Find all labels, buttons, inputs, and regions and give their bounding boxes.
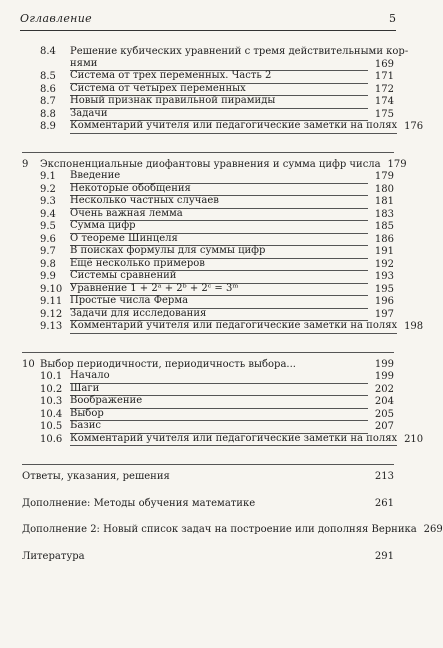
toc-page: 186 [374,233,394,245]
toc-title: Выбор [70,408,368,422]
toc-number: 9.12 [40,308,63,320]
toc-title: Базис [70,420,368,434]
toc-title: Воображение [70,395,368,409]
toc-title: Ответы, указания, решения [22,471,170,482]
toc-title: Шаги [70,383,368,397]
toc-title: Сумма цифр [70,220,368,234]
toc-page: 210 [404,433,424,445]
toc-number: 9.13 [40,321,63,332]
toc-page: 185 [374,221,394,232]
toc-title: Комментарий учителя или педагогические заметки на полях [70,320,397,334]
toc-number: 9.3 [40,196,56,207]
toc-title: Задачи для исследования [70,308,368,322]
toc-title: Введение [70,170,368,184]
toc-page: 196 [374,296,394,307]
toc-backmatter-entry [22,551,394,564]
toc-page: 207 [374,421,394,432]
toc-number: 9.6 [40,233,56,245]
toc-title: Некоторые обобщения [70,183,368,197]
toc-title: Решение кубических уравнений с тремя действительными кор- [70,46,409,57]
toc-number: 9.2 [40,183,56,195]
toc-page: 199 [374,358,394,370]
toc-number: 9 [22,158,29,170]
toc-title: нями [70,58,368,72]
toc-number: 9.10 [40,283,63,295]
toc-title: В поисках формулы для суммы цифр [70,245,368,259]
toc-number: 9.1 [40,171,56,182]
toc-page: 179 [387,158,407,170]
toc-page: 174 [374,96,394,107]
toc-page: 205 [374,408,394,420]
page-header [20,12,396,31]
toc-number: 8.4 [40,46,56,57]
toc-page: 191 [374,246,394,257]
toc-page: 204 [374,396,394,407]
toc-title: Система от трех переменных. Часть 2 [70,70,368,84]
chapter-10-items [22,370,424,446]
toc-title: Новый признак правильной пирамиды [70,95,368,109]
toc-number: 9.9 [40,271,56,282]
toc-backmatter-entry [22,524,443,537]
toc-page: 175 [374,108,394,120]
toc-title: Комментарий учителя или педагогические заметки на полях [70,433,397,447]
toc-page: 261 [374,497,394,509]
divider [22,464,394,465]
toc-entry-8-9 [22,120,424,134]
toc-title: Несколько частных случаев [70,195,368,209]
toc-title: Системы сравнений [70,270,368,284]
toc-number: 10.1 [40,371,63,382]
toc-page: 291 [374,550,394,562]
toc-title: Система от четырех переменных [70,83,368,97]
toc-number: 10.3 [40,396,63,407]
chapter-9-items [22,170,424,334]
toc-title: Очень важная лемма [70,208,368,222]
toc-page: 193 [374,271,394,282]
toc-number: 8.8 [40,108,56,120]
toc-number: 8.9 [40,121,56,132]
toc-backmatter-entry [22,471,394,484]
toc-number: 10.5 [40,421,63,432]
toc-page: 202 [374,383,394,395]
toc-page: 198 [404,321,424,332]
toc-title: Начало [70,370,368,384]
toc-title: Ещё несколько примеров [70,258,368,272]
toc-page: 179 [374,171,394,182]
toc-number: 8.7 [40,96,56,107]
toc-entry [22,432,424,447]
table-of-contents [22,46,443,563]
header-title: Оглавление [20,12,92,25]
toc-page: 199 [374,371,394,382]
toc-page: 197 [374,308,394,320]
toc-number: 10.6 [40,433,63,445]
header-page-number: 5 [389,12,396,25]
toc-title: Комментарий учителя или педагогические заметки на полях [70,120,397,134]
toc-number: 9.5 [40,221,56,232]
toc-page: 169 [374,58,394,70]
toc-title: Простые числа Ферма [70,295,368,309]
toc-number: 10.4 [40,408,63,420]
toc-entry [22,320,424,334]
toc-title: Дополнение: Методы обучения математике [22,497,256,509]
toc-title: Выбор периодичности, периодичность выбора... [40,358,296,370]
divider [22,352,394,353]
back-matter [22,471,443,563]
toc-number: 8.6 [40,83,56,95]
toc-page: 183 [374,208,394,220]
toc-page: 181 [374,196,394,207]
toc-number: 9.4 [40,208,56,220]
toc-number: 9.11 [40,296,63,307]
toc-page: 172 [374,83,394,95]
toc-number: 10 [22,358,35,370]
divider [22,152,394,153]
toc-page: 192 [374,258,394,270]
toc-page: 213 [374,471,394,482]
toc-title: Экспоненциальные диофантовы уравнения и сумма цифр числа [40,158,381,170]
toc-title: О теореме Шинцеля [70,233,368,247]
toc-page: 176 [404,121,424,132]
toc-number: 10.2 [40,383,63,395]
toc-page: 195 [374,283,394,295]
toc-title: Задачи [70,108,368,122]
toc-page: 171 [374,71,394,82]
toc-number: 9.7 [40,246,56,257]
toc-number: 9.8 [40,258,56,270]
toc-number: 8.5 [40,71,56,82]
toc-backmatter-entry [22,498,394,511]
toc-title: Уравнение 1 + 2ᵃ + 2ᵇ + 2ᶜ = 3ᵐ [70,283,368,297]
toc-title: Литература [22,550,85,562]
toc-page: 180 [374,183,394,195]
toc-page: 269 [423,524,443,535]
toc-title: Дополнение 2: Новый список задач на построение или дополняя Верника [22,524,417,535]
